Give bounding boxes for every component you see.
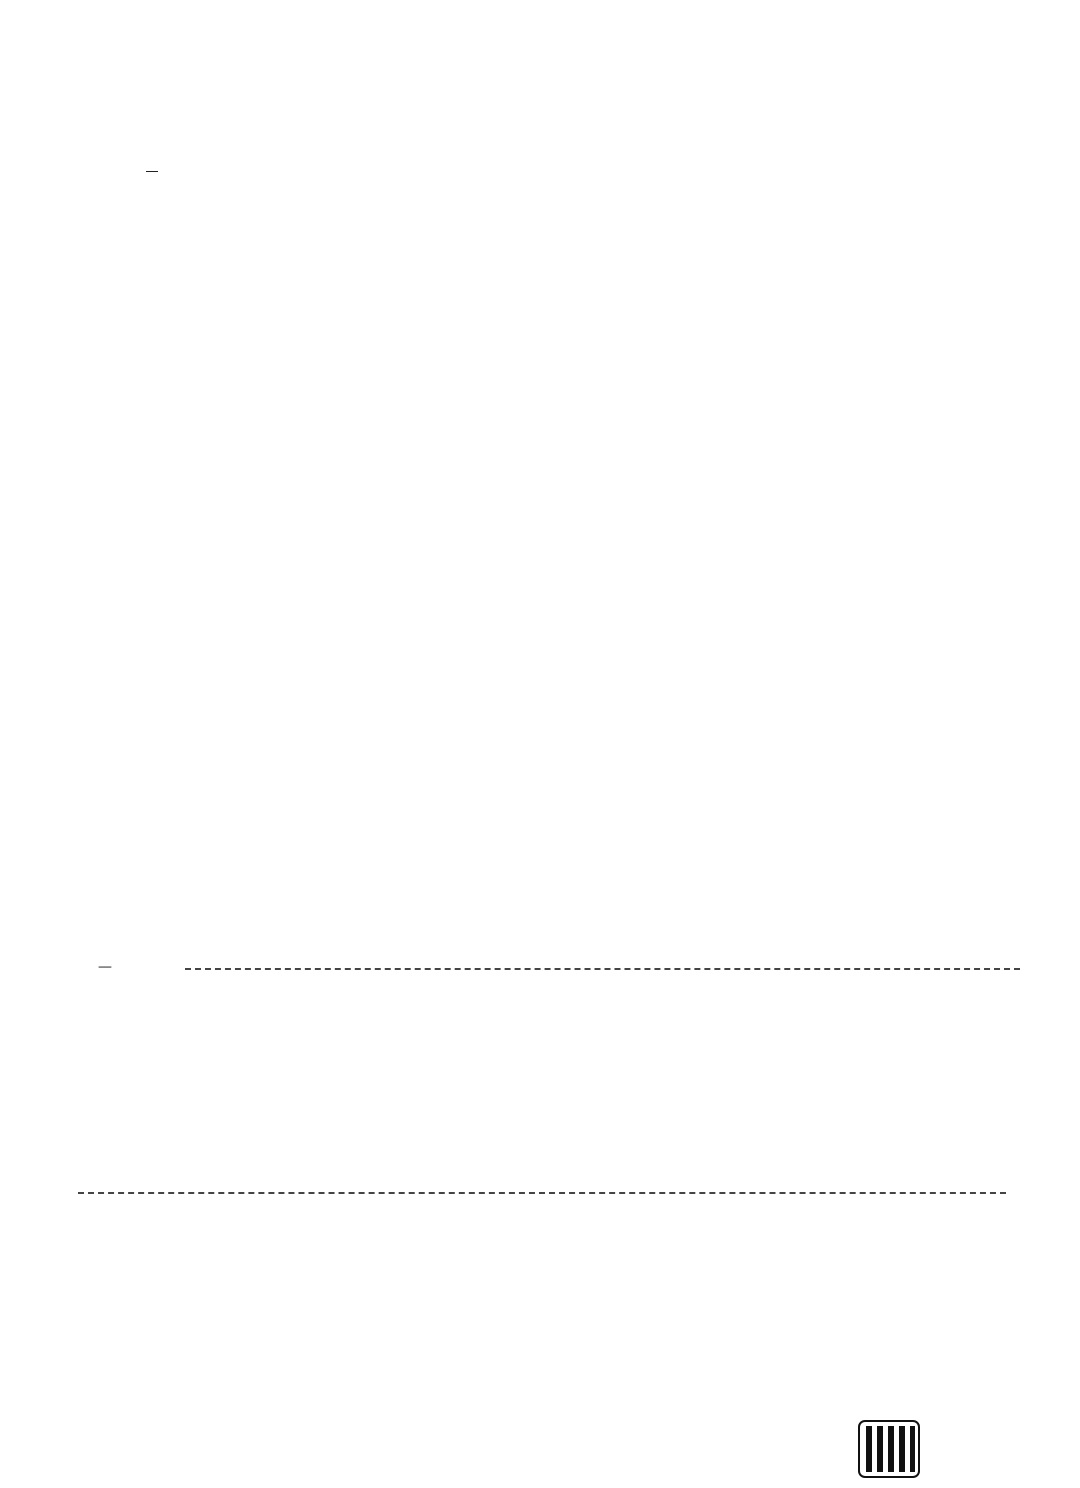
time-denominator bbox=[146, 171, 158, 172]
time-signature bbox=[146, 170, 158, 172]
footer-divider bbox=[78, 1192, 1006, 1194]
ending-divider bbox=[185, 968, 1020, 970]
ending-label: — bbox=[98, 959, 112, 975]
piano-logo-icon bbox=[858, 1420, 920, 1478]
